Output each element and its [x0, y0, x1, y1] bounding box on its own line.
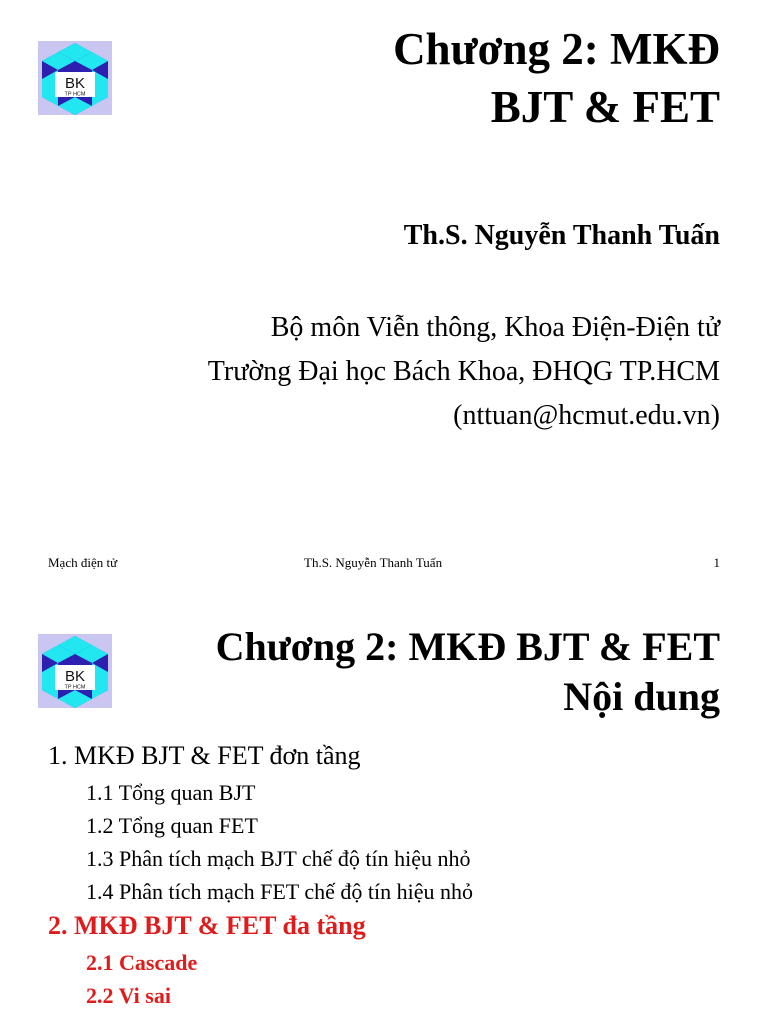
- toc-section-item: 2. MKĐ BJT & FET đa tầng: [48, 911, 366, 940]
- author-email: (nttuan@hcmut.edu.vn): [453, 400, 720, 431]
- title-line-2: Nội dung: [563, 674, 720, 719]
- toc-subsection-item: 1.3 Phân tích mạch BJT chế độ tín hiệu nhỏ: [86, 846, 471, 871]
- bk-logo: [38, 41, 112, 115]
- slide-title: [393, 20, 720, 136]
- svg-text:BK: BK: [64, 75, 86, 92]
- affiliation-line-1: Bộ môn Viễn thông, Khoa Điện-Điện tử: [270, 312, 720, 343]
- toc-subsection-item: 2.2 Vi sai: [86, 983, 171, 1008]
- toc-subsection-item: 2.1 Cascade: [86, 950, 198, 975]
- footer-page-number: 1: [713, 555, 720, 570]
- svg-text:TP HCM: TP HCM: [64, 684, 86, 691]
- toc-subsection-item: 1.4 Phân tích mạch FET chế độ tín hiệu nhỏ: [86, 879, 473, 904]
- toc-subsection-item: 1.1 Tổng quan BJT: [86, 780, 256, 805]
- toc-section-item: 1. MKĐ BJT & FET đơn tầng: [48, 741, 361, 770]
- bk-logo-icon: [38, 634, 112, 708]
- affiliation: [208, 306, 720, 438]
- bk-logo: [38, 634, 112, 708]
- bk-logo-icon: [38, 41, 112, 115]
- slide-title: [216, 622, 720, 722]
- footer-course: Mạch điện tử: [48, 555, 118, 570]
- title-line-2: BJT & FET: [490, 82, 720, 132]
- table-of-contents: [48, 738, 728, 1012]
- author-name: Th.S. Nguyễn Thanh Tuấn: [403, 220, 720, 251]
- title-line-1: Chương 2: MKĐ BJT & FET: [215, 624, 720, 669]
- footer-author: Th.S. Nguyễn Thanh Tuấn: [304, 555, 443, 570]
- slide-2: [0, 600, 768, 1024]
- affiliation-line-2: Trường Đại học Bách Khoa, ĐHQG TP.HCM: [207, 356, 720, 387]
- svg-text:BK: BK: [64, 668, 86, 685]
- title-line-1: Chương 2: MKĐ: [393, 24, 720, 74]
- toc-subsection-item: 1.2 Tổng quan FET: [86, 813, 258, 838]
- svg-text:TP HCM: TP HCM: [64, 91, 86, 98]
